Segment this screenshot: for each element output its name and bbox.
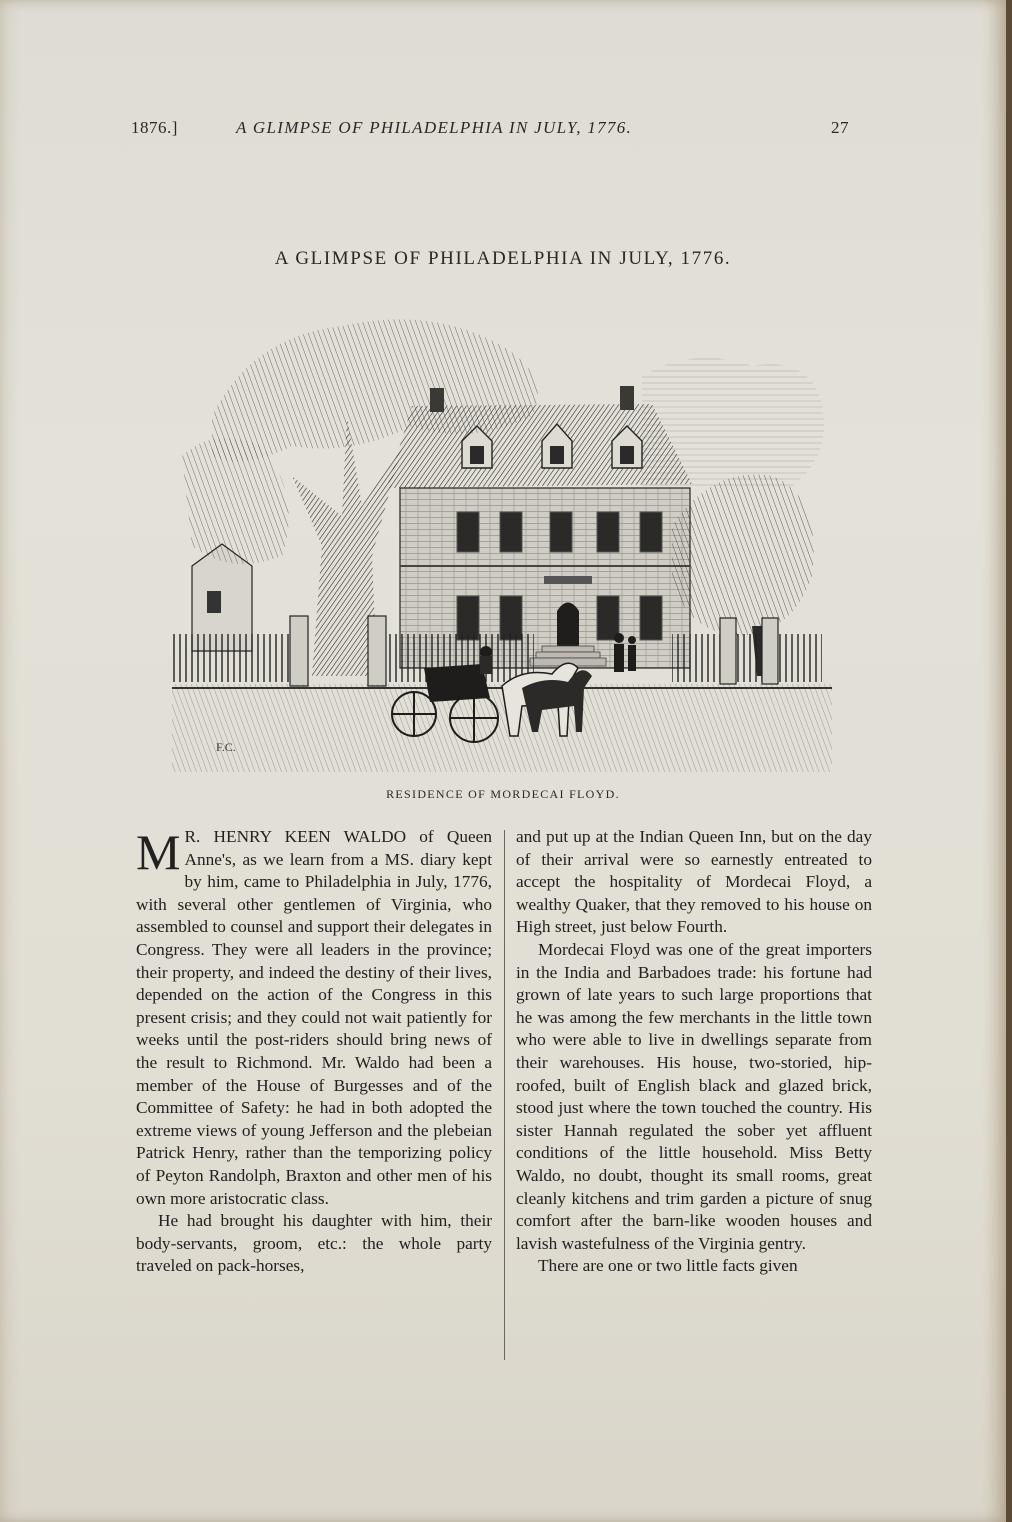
text-column-left: [136, 826, 492, 1278]
illustration-signature: F.C.: [216, 740, 236, 754]
paragraph: There are one or two little facts given: [538, 1256, 798, 1276]
running-head-year: 1876.]: [131, 118, 178, 137]
page-number: 27: [831, 118, 849, 137]
paragraph-text: R. HENRY KEEN WALDO of Queen Anne's, as we learn from a MS. diary kept by him, came to Philadelphia in July, 1776, with several other gentlemen of Virginia, who assembled to counsel and support their delegates in Congress. They were all leaders in the province; their property, and indeed the destiny of their lives, depended on the action of the Congress in this present crisis; and they could not wait patiently for weeks until the post-riders should bring news of the result to Richmond. Mr. Waldo had been a member of the House of Burgesses and of the Committee of Safety: he had in both adopted the extreme views of young Jefferson and the plebeian Patrick Henry, rather than the temporizing policy of Peyton Randolph, Braxton and other men of his own more aristocratic class.: [136, 827, 492, 1208]
text-column-right: [516, 826, 872, 1278]
column-divider: [504, 830, 505, 1360]
engraving-residence-illustration: [172, 296, 832, 772]
illustration-caption: RESIDENCE OF MORDECAI FLOYD.: [386, 787, 620, 801]
running-head-title: A GLIMPSE OF PHILADELPHIA IN JULY, 1776.: [236, 118, 633, 137]
paragraph: [136, 826, 492, 1210]
drop-cap: M: [136, 824, 181, 880]
paragraph: He had brought his daughter with him, their body-servants, groom, etc.: the whole party traveled on pack-horses,: [136, 1211, 492, 1276]
paragraph: and put up at the Indian Queen Inn, but on the day of their arrival were so earnestly entreated to accept the hospitality of Mordecai Floyd, a wealthy Quaker, that they removed to his house on High street, just below Fourth.: [516, 827, 872, 937]
article-title: A GLIMPSE OF PHILADELPHIA IN JULY, 1776.: [274, 248, 732, 269]
paragraph: Mordecai Floyd was one of the great importers in the India and Barbadoes trade: his fortune had grown of late years to such large proportions that he was among the few merchants in the little town who were able to live in dwellings separate from their warehouses. His house, two-storied, hip-roofed, built of English black and glazed brick, stood just where the town touched the country. His sister Hannah regulated the sober yet affluent conditions of the little household. Miss Betty Waldo, no doubt, thought its small rooms, great cleanly kitchens and trim garden a picture of snug comfort after the barn-like wooden houses and lavish wastefulness of the Virginia gentry.: [516, 939, 872, 1253]
running-head: [131, 118, 849, 140]
